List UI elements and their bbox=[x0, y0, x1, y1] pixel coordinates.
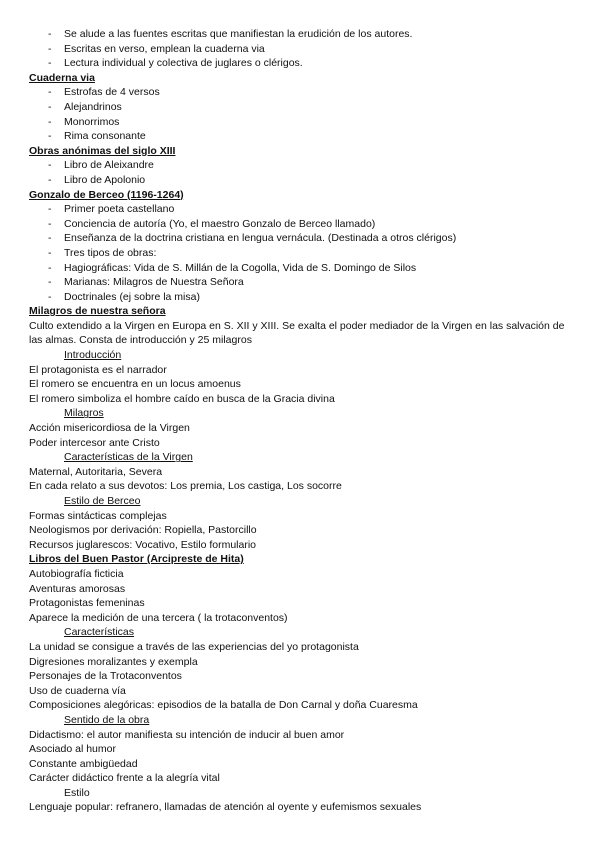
dash-marker: - bbox=[48, 261, 52, 274]
text-line: Digresiones moralizantes y exempla bbox=[29, 655, 198, 668]
bullet-item bbox=[29, 231, 574, 246]
section-heading: Obras anónimas del siglo XIII bbox=[29, 144, 176, 157]
bullet-text: Escritas en verso, emplean la cuaderna via bbox=[64, 42, 265, 55]
text-line: Autobiografía ficticia bbox=[29, 567, 124, 580]
dash-marker: - bbox=[48, 159, 52, 172]
text-line: Recursos juglarescos: Vocativo, Estilo formulario bbox=[29, 538, 257, 551]
subheading: Características de la Virgen bbox=[64, 451, 193, 464]
text-line: La unidad se consigue a través de las experiencias del yo protagonista bbox=[29, 640, 359, 653]
bullet-item bbox=[29, 115, 574, 130]
dash-marker: - bbox=[48, 217, 52, 230]
bullet-item bbox=[29, 158, 574, 173]
dash-marker: - bbox=[48, 130, 52, 143]
dash-marker: - bbox=[48, 232, 52, 245]
dash-marker: - bbox=[48, 173, 52, 186]
subheading: Introducción bbox=[64, 349, 122, 362]
bullet-item bbox=[29, 290, 574, 305]
bullet-text: Libro de Aleixandre bbox=[64, 159, 154, 172]
bullet-text: Libro de Apolonio bbox=[64, 173, 146, 186]
bullet-text: Se alude a las fuentes escritas que manifiestan la erudición de los autores. bbox=[64, 28, 413, 40]
bullet-text: Conciencia de autoría (Yo, el maestro Gonzalo de Berceo llamado) bbox=[64, 217, 376, 230]
bullet-text: Alejandrinos bbox=[64, 100, 122, 113]
section-heading: Cuaderna via bbox=[29, 71, 95, 84]
bullet-item bbox=[29, 56, 574, 71]
text-line: Lenguaje popular: refranero, llamadas de atención al oyente y eufemismos sexuales bbox=[29, 801, 422, 814]
text-line: Acción misericordiosa de la Virgen bbox=[29, 422, 190, 435]
bullet-item bbox=[29, 202, 574, 217]
text-line: Aventuras amorosas bbox=[29, 582, 126, 595]
dash-marker: - bbox=[48, 276, 52, 289]
text-line: El protagonista es el narrador bbox=[29, 363, 167, 376]
bullet-item bbox=[29, 217, 574, 232]
bullet-item bbox=[29, 246, 574, 261]
text-line: El romero se encuentra en un locus amoenus bbox=[29, 378, 241, 391]
bullet-text: Monorrimos bbox=[64, 115, 120, 128]
text-line: En cada relato a sus devotos: Los premia, Los castiga, Los socorre bbox=[29, 480, 342, 493]
bullet-text: Enseñanza de la doctrina cristiana en lengua vernácula. (Destinada a otros clérigos) bbox=[64, 232, 457, 245]
subheading: Estilo de Berceo bbox=[64, 495, 141, 507]
bullet-text: Rima consonante bbox=[64, 130, 146, 143]
section-heading: Gonzalo de Berceo (1196-1264) bbox=[29, 188, 184, 201]
text-line: Carácter didáctico frente a la alegría vital bbox=[29, 772, 220, 785]
paragraph: Culto extendido a la Virgen en Europa en S. XII y XIII. Se exalta el poder mediador de la Virgen en las salvación de las almas. Consta de introducción y 25 milagros bbox=[29, 319, 565, 347]
bullet-item bbox=[29, 100, 574, 115]
text-line: Uso de cuaderna vía bbox=[29, 684, 126, 697]
bullet-text: Primer poeta castellano bbox=[64, 203, 175, 216]
dash-marker: - bbox=[48, 203, 52, 216]
text-line: Formas sintácticas complejas bbox=[29, 509, 167, 522]
text-line: Neologismos por derivación: Ropiella, Pastorcillo bbox=[29, 524, 257, 537]
bullet-text: Marianas: Milagros de Nuestra Señora bbox=[64, 276, 244, 289]
text-line: Composiciones alegóricas: episodios de la batalla de Don Carnal y doña Cuaresma bbox=[29, 699, 418, 712]
bullet-text: Estrofas de 4 versos bbox=[64, 86, 160, 99]
bullet-text: Hagiográficas: Vida de S. Millán de la Cogolla, Vida de S. Domingo de Silos bbox=[64, 261, 417, 274]
text-line: Maternal, Autoritaria, Severa bbox=[29, 465, 163, 478]
dash-marker: - bbox=[48, 100, 52, 113]
bullet-item bbox=[29, 275, 574, 290]
text-line: Constante ambigüedad bbox=[29, 757, 138, 770]
section-heading: Milagros de nuestra señora bbox=[29, 305, 166, 318]
bullet-item bbox=[29, 27, 574, 42]
text-line: Poder intercesor ante Cristo bbox=[29, 436, 160, 449]
bullet-text: Doctrinales (ej sobre la misa) bbox=[64, 290, 200, 303]
bullet-item bbox=[29, 173, 574, 188]
text-line: Personajes de la Trotaconventos bbox=[29, 670, 182, 683]
dash-marker: - bbox=[48, 28, 52, 40]
bullet-item bbox=[29, 42, 574, 57]
bullet-item bbox=[29, 261, 574, 276]
text-line: Aparece la medición de una tercera ( la trotaconventos) bbox=[29, 611, 288, 624]
dash-marker: - bbox=[48, 115, 52, 128]
text-line: Protagonistas femeninas bbox=[29, 597, 145, 610]
text-line: Didactismo: el autor manifiesta su intención de inducir al buen amor bbox=[29, 728, 345, 741]
dash-marker: - bbox=[48, 290, 52, 303]
bullet-text: Lectura individual y colectiva de juglares o clérigos. bbox=[64, 57, 303, 70]
bullet-item bbox=[29, 85, 574, 100]
section-heading: Libros del Buen Pastor (Arcipreste de Hita) bbox=[29, 553, 244, 566]
dash-marker: - bbox=[48, 86, 52, 99]
subheading: Milagros bbox=[64, 407, 104, 420]
subheading: Sentido de la obra bbox=[64, 713, 150, 726]
dash-marker: - bbox=[48, 42, 52, 55]
document-page bbox=[29, 27, 574, 815]
bullet-text: Tres tipos de obras: bbox=[64, 246, 157, 259]
text-line: El romero simboliza el hombre caído en busca de la Gracia divina bbox=[29, 392, 335, 405]
text-line: Asociado al humor bbox=[29, 743, 116, 756]
subheading: Estilo bbox=[64, 786, 90, 799]
subheading: Características bbox=[64, 626, 135, 639]
dash-marker: - bbox=[48, 57, 52, 70]
bullet-item bbox=[29, 129, 574, 144]
dash-marker: - bbox=[48, 246, 52, 259]
